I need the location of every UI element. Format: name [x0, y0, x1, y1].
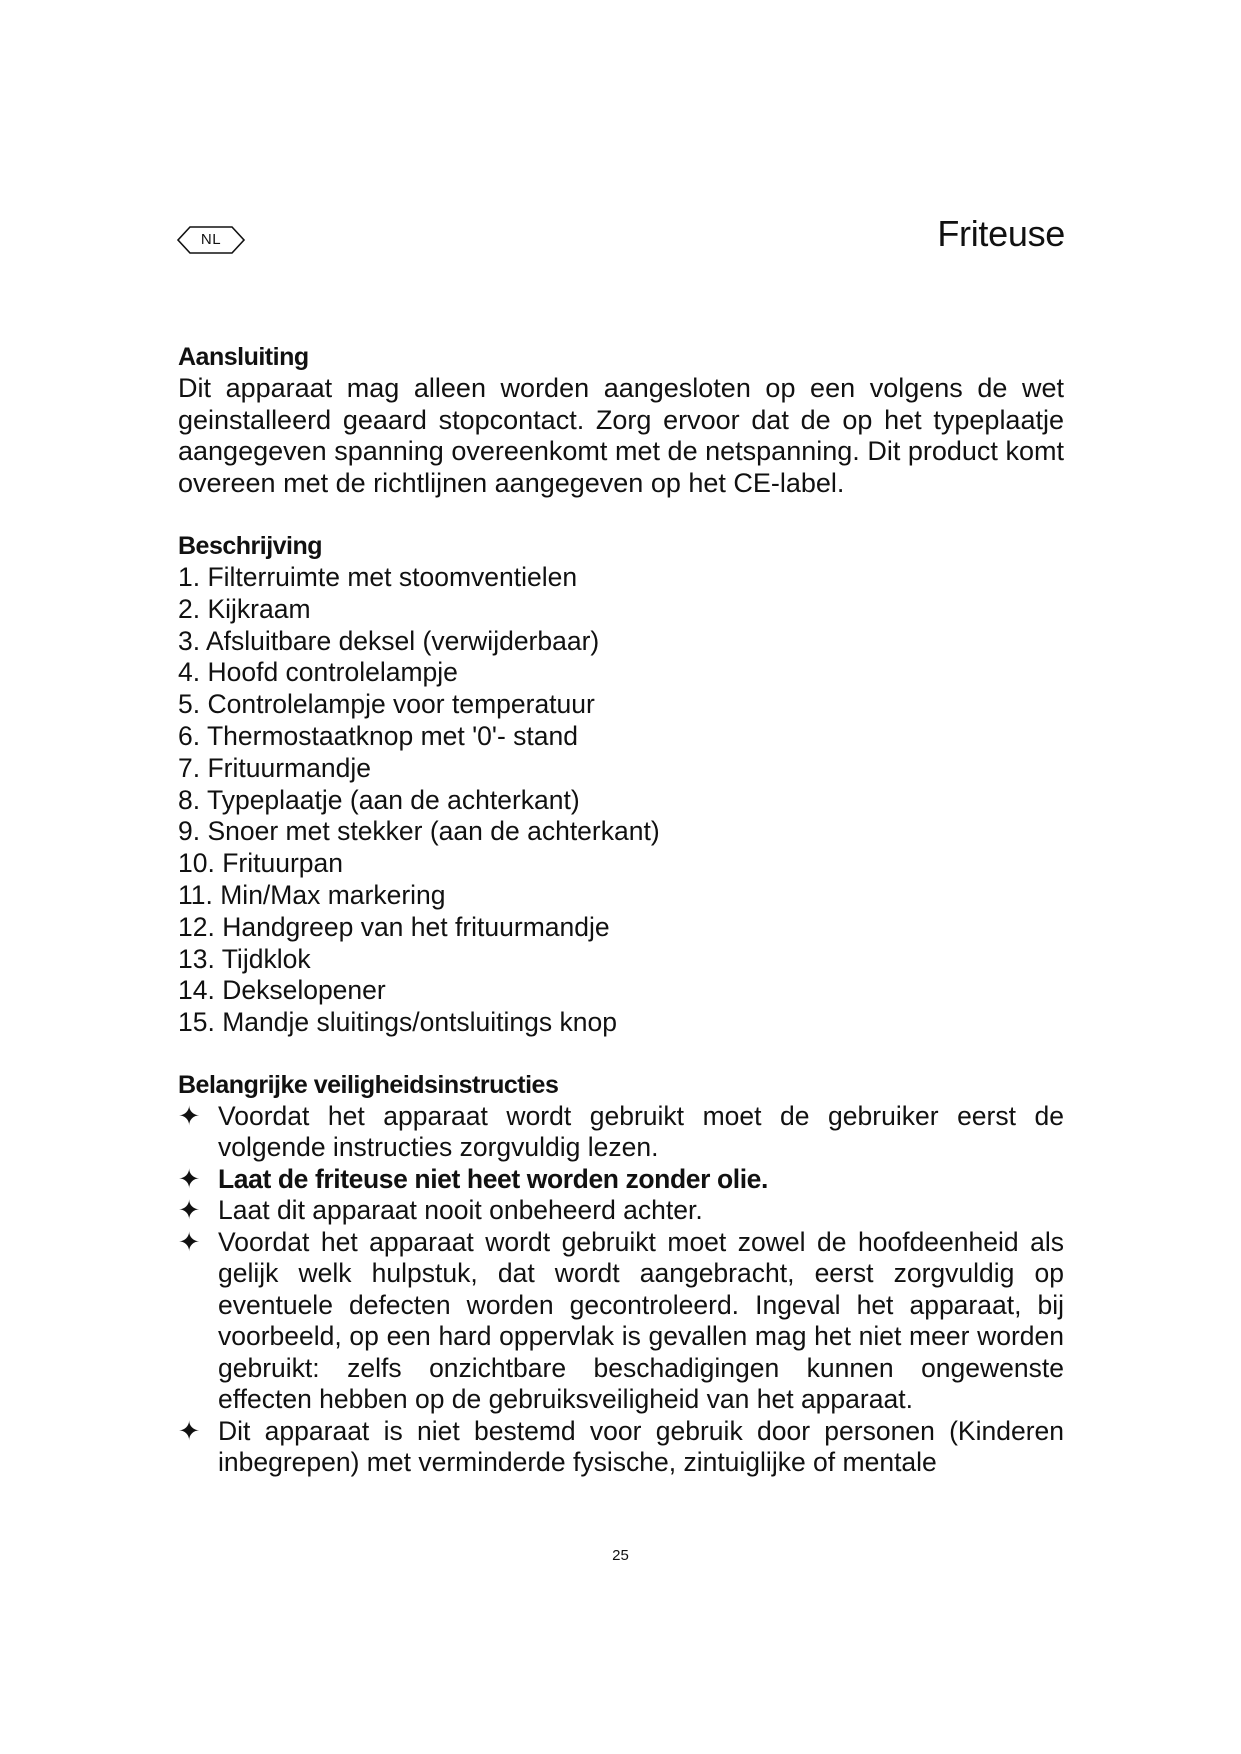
safety-item: [178, 1195, 1064, 1227]
list-item: 9. Snoer met stekker (aan de achterkant): [178, 816, 660, 847]
page-title: Friteuse: [937, 213, 1065, 254]
list-item: 7. Frituurmandje: [178, 752, 371, 783]
parts-list: [178, 562, 1064, 1039]
section-heading-beschrijving: Beschrijving: [178, 532, 323, 560]
list-item: 11. Min/Max markering: [178, 879, 446, 910]
language-code: NL: [200, 231, 222, 248]
star-bullet-icon: ✦: [178, 1415, 201, 1446]
list-item: 10. Frituurpan: [178, 848, 343, 879]
list-item: 1. Filterruimte met stoomventielen: [178, 562, 578, 592]
language-badge: [176, 225, 246, 255]
safety-list: [178, 1101, 1064, 1479]
list-item: 2. Kijkraam: [178, 593, 311, 624]
star-bullet-icon: ✦: [178, 1100, 201, 1131]
section-heading-veiligheid: Belangrijke veiligheidsinstructies: [178, 1070, 559, 1099]
safety-item-text-bold: Laat de friteuse niet heet worden zonder olie.: [218, 1163, 768, 1194]
safety-item: [178, 1416, 1064, 1479]
star-bullet-icon: ✦: [178, 1226, 201, 1257]
list-item: 3. Afsluitbare deksel (verwijderbaar): [178, 625, 600, 656]
star-bullet-icon: ✦: [178, 1195, 201, 1226]
list-item: 5. Controlelampje voor temperatuur: [178, 689, 595, 720]
list-item: 14. Dekselopener: [178, 975, 386, 1006]
document-body: [178, 341, 1064, 1479]
star-bullet-icon: ✦: [178, 1163, 201, 1194]
safety-item: [178, 1101, 1064, 1164]
safety-item-text: Laat dit apparaat nooit onbeheerd achter.: [218, 1195, 703, 1226]
safety-item: [178, 1227, 1064, 1416]
list-item: 4. Hoofd controlelampje: [178, 657, 458, 688]
list-item: 8. Typeplaatje (aan de achterkant): [178, 784, 580, 815]
safety-item-text: Voordat het apparaat wordt gebruikt moet zowel de hoofdeenheid als gelijk welk hulpstuk, dat wordt aangebracht, eerst zorgvuldig op eventuele defecten worden gecontroleerd. Ingeval het apparaat, bij voorbeeld, op een hard oppervlak is gevallen mag het niet meer worden gebruikt: zelfs onzichtbare beschadigingen kunnen ongewenste effecten hebben op de gebruiksveiligheid van het apparaat.: [218, 1226, 1064, 1415]
page-number: 25: [612, 1547, 629, 1564]
section-heading-aansluiting: Aansluiting: [178, 343, 309, 371]
list-item: 15. Mandje sluitings/ontsluitings knop: [178, 1007, 617, 1038]
safety-item: [178, 1164, 1064, 1196]
aansluiting-text: Dit apparaat mag alleen worden aangesloten op een volgens de wet geinstalleerd geaard stopcontact. Zorg ervoor dat de op het typeplaatje aangegeven spanning overeenkomt met de netspanning. Dit product komt overeen met de richtlijnen aangegeven op het CE-label.: [178, 373, 1064, 498]
list-item: 12. Handgreep van het frituurmandje: [178, 911, 610, 942]
safety-item-text: Dit apparaat is niet bestemd voor gebruik door personen (Kinderen inbegrepen) met verminderde fysische, zintuiglijke of mentale: [218, 1415, 1064, 1478]
safety-item-text: Voordat het apparaat wordt gebruikt moet de gebruiker eerst de volgende instructies zorgvuldig lezen.: [218, 1100, 1064, 1163]
list-item: 6. Thermostaatknop met '0'- stand: [178, 720, 578, 751]
list-item: 13. Tijdklok: [178, 943, 311, 974]
